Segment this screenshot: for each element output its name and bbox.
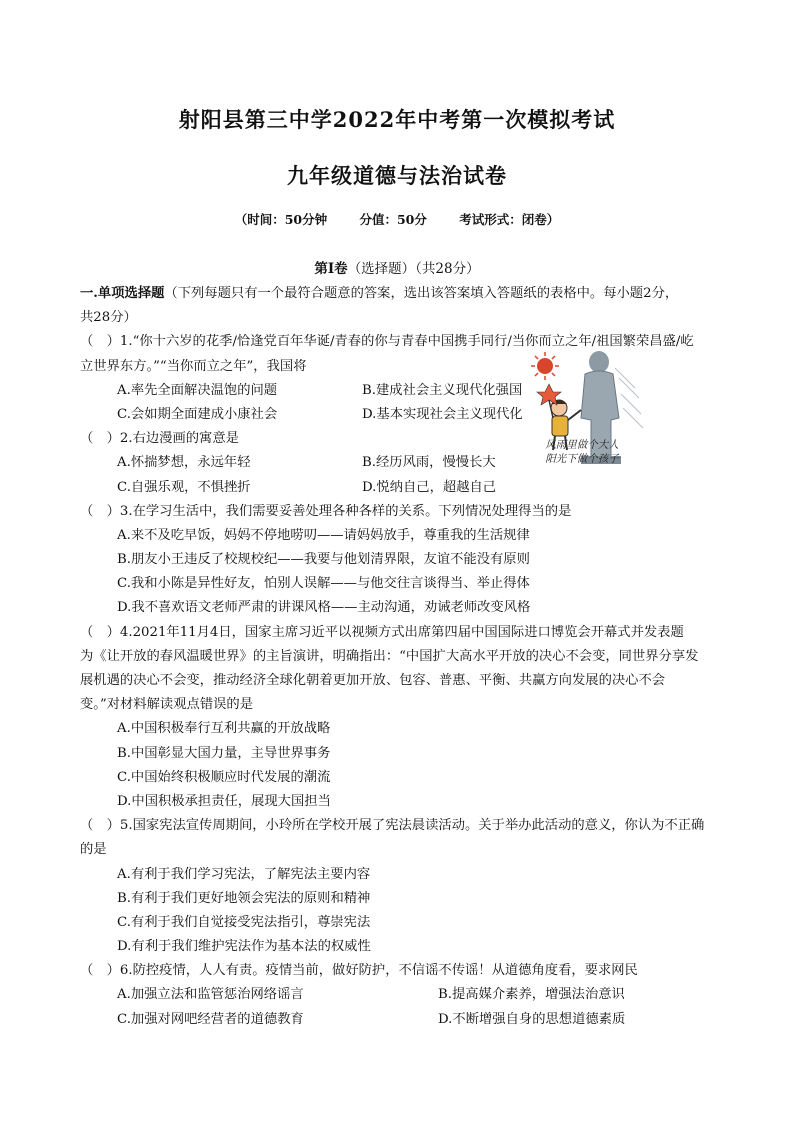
question-body: [80, 282, 720, 1032]
exam-title: 射阳县第三中学2022年中考第一次模拟考试: [178, 107, 616, 132]
q3-option-c[interactable]: C.我和小陈是异性好友，怕别人误解——与他交往言谈得当、举止得体: [117, 576, 530, 592]
exam-subtitle: 九年级道德与法治试卷: [287, 163, 507, 188]
exam-meta: [0, 210, 794, 228]
question-5-stem-cont: 的是: [80, 842, 107, 858]
instruction-text: （下列每题只有一个最符合题意的答案，选出该答案填入答题纸的表格中。每小题2分，: [164, 286, 679, 301]
q5-option-c[interactable]: C.有利于我们自觉接受宪法指引，尊崇宪法: [117, 914, 371, 930]
question-4-stem: （ ）4.2021年11月4日，国家主席习近平以视频方式出席第四届中国国际进口博览会开幕式并发表题: [80, 624, 684, 640]
question-1-stem-cont: 立世界东方。”“当你而立之年”，我国将: [80, 358, 307, 374]
question-2-stem: （ ）2.右边漫画的寓意是: [80, 431, 239, 447]
section-title: 第Ⅰ卷: [314, 261, 348, 277]
section-subtitle: （选择题）（共28分）: [347, 261, 480, 277]
comic-caption-line2: 阳光下做个孩子: [545, 453, 619, 465]
q2-option-d[interactable]: D.悦纳自己，超越自己: [362, 479, 497, 495]
question-6-stem: （ ）6.防控疫情，人人有责。疫情当前，做好防护，不信谣不传谣！从道德角度看，要求网民: [80, 963, 638, 979]
exam-time: （时间：50分钟: [234, 212, 328, 227]
q2-option-a[interactable]: A.怀揣梦想，永远年轻: [117, 455, 251, 471]
q1-option-b[interactable]: B.建成社会主义现代化强国: [362, 382, 523, 398]
question-4-stem-cont3: 变。”对材料解读观点错误的是: [80, 697, 254, 713]
question-6-options-row2: [80, 1008, 720, 1032]
q4-option-d[interactable]: D.中国积极承担责任，展现大国担当: [117, 793, 331, 809]
question-4-stem-cont2: 展机遇的决心不会变，推动经济全球化朝着更加开放、包容、普惠、平衡、共赢方向发展的决心不会: [80, 673, 666, 688]
q4-option-a[interactable]: A.中国积极奉行互利共赢的开放战略: [117, 721, 331, 737]
question-6-options-row1: [80, 983, 720, 1007]
question-1-options-row1: [80, 379, 720, 403]
q6-option-c[interactable]: C.加强对网吧经营者的道德教育: [117, 1011, 304, 1027]
question-4-stem-cont1: 为《让开放的春风温暖世界》的主旨演讲，明确指出：“中国扩大高水平开放的决心不会变，同世界分享发: [80, 648, 699, 664]
question-5-stem: （ ）5.国家宪法宣传周期间，小玲所在学校开展了宪法晨读活动。关于举办此活动的意义，你认为不正确: [80, 818, 705, 834]
q4-option-b[interactable]: B.中国彰显大国力量，主导世界事务: [117, 745, 331, 761]
q3-option-b[interactable]: B.朋友小王违反了校规校纪——我要与他划清界限，友谊不能没有原则: [117, 552, 530, 568]
instruction-bold: 一.单项选择题: [80, 286, 165, 301]
instruction-line2: 共28分）: [80, 310, 137, 326]
q4-option-c[interactable]: C.中国始终积极顺应时代发展的潮流: [117, 769, 331, 785]
question-1-options-row2: [80, 403, 720, 427]
q3-option-a[interactable]: A.来不及吃早饭，妈妈不停地唠叨——请妈妈放手，尊重我的生活规律: [117, 527, 530, 543]
q2-option-c[interactable]: C.自强乐观，不惧挫折: [117, 479, 251, 495]
question-2-options-row2: [80, 476, 720, 500]
q6-option-d[interactable]: D.不断增强自身的思想道德素质: [438, 1011, 626, 1027]
section-heading: [0, 257, 794, 277]
q5-option-b[interactable]: B.有利于我们更好地领会宪法的原则和精神: [117, 890, 371, 906]
section-instruction: [80, 282, 720, 306]
q6-option-a[interactable]: A.加强立法和监管惩治网络谣言: [117, 987, 304, 1003]
q5-option-a[interactable]: A.有利于我们学习宪法，了解宪法主要内容: [117, 866, 371, 882]
q1-option-c[interactable]: C.会如期全面建成小康社会: [117, 406, 278, 422]
q1-option-a[interactable]: A.率先全面解决温饱的问题: [117, 382, 278, 398]
question-2-options-row1: [80, 451, 720, 475]
q2-option-b[interactable]: B.经历风雨，慢慢长大: [362, 455, 496, 471]
q3-option-d[interactable]: D.我不喜欢语文老师严肃的讲课风格——主动沟通，劝诫老师改变风格: [117, 600, 531, 616]
q6-option-b[interactable]: B.提高媒介素养，增强法治意识: [438, 987, 625, 1003]
q5-option-d[interactable]: D.有利于我们维护宪法作为基本法的权威性: [117, 939, 371, 955]
q1-option-d[interactable]: D.基本实现社会主义现代化: [362, 406, 523, 422]
exam-format: 考试形式：闭卷）: [459, 212, 560, 227]
question-1-stem: （ ）1.“你十六岁的花季/恰逢党百年华诞/青春的你与青春中国携手同行/当你而立之年/祖国繁荣昌盛/屹: [80, 334, 694, 350]
question-3-stem: （ ）3.在学习生活中，我们需要妥善处理各种各样的关系。下列情况处理得当的是: [80, 503, 572, 519]
exam-score: 分值：50分: [359, 212, 427, 227]
comic-caption-line1: 风雨里做个大人: [545, 439, 619, 451]
